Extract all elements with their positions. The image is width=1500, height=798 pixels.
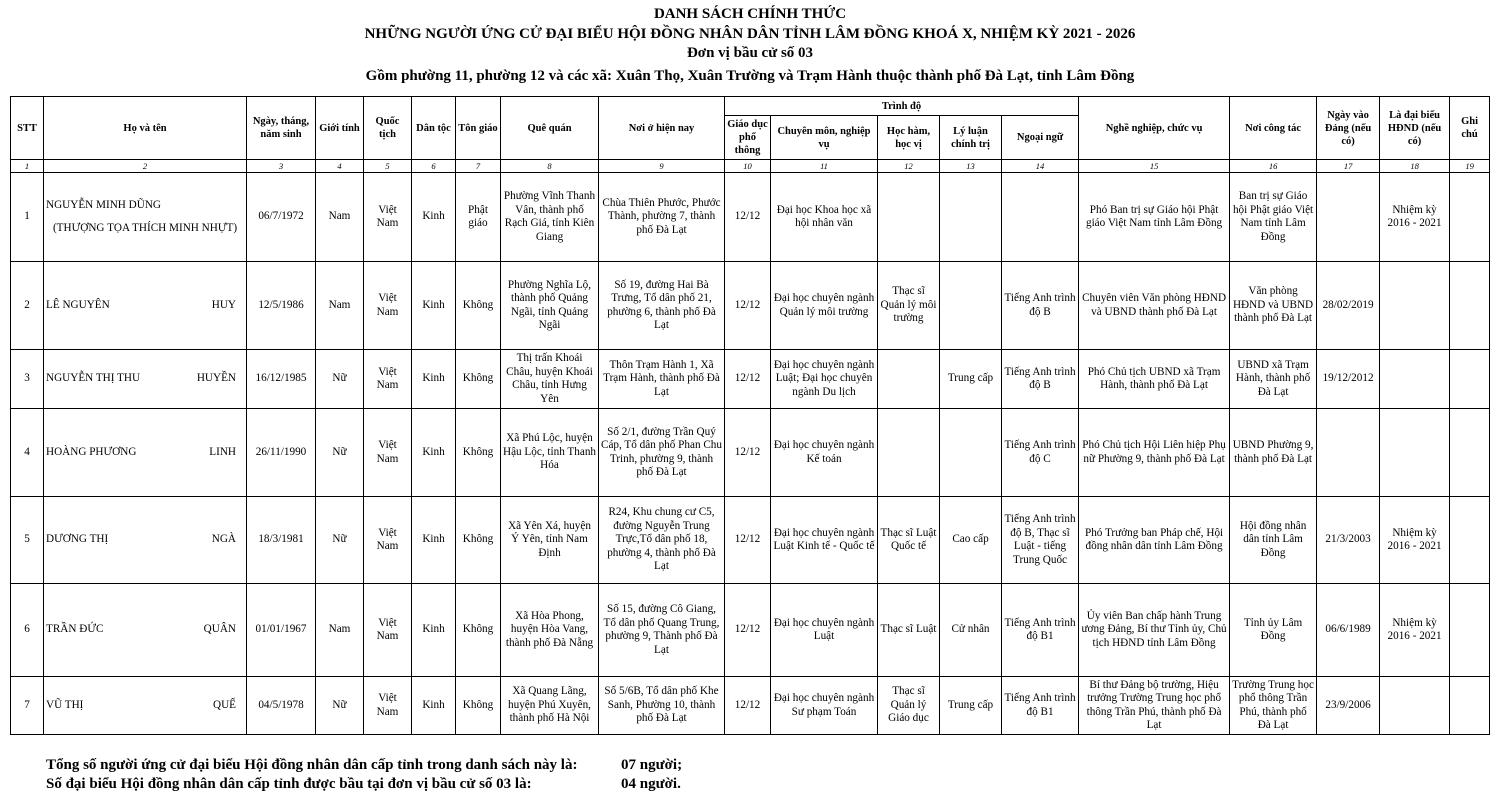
- cell-dob: 16/12/1985: [247, 350, 316, 409]
- cell-politics: Cao cấp: [940, 497, 1002, 584]
- cell-party-date: 28/02/2019: [1317, 262, 1380, 350]
- column-number: 19: [1450, 160, 1490, 173]
- cell-dob: 18/3/1981: [247, 497, 316, 584]
- cell-residence: Số 19, đường Hai Bà Trưng, Tổ dân phố 21, phường 6, thành phố Đà Lạt: [599, 262, 725, 350]
- header-party-date: Ngày vào Đảng (nếu có): [1317, 97, 1380, 160]
- cell-general-ed: 12/12: [725, 262, 771, 350]
- name-surname: NGUYỄN MINH DŨNG: [46, 198, 161, 211]
- name-given: HUY: [211, 298, 236, 311]
- cell-gender: Nữ: [316, 677, 364, 735]
- cell-note: [1450, 584, 1490, 677]
- cell-party-date: 23/9/2006: [1317, 677, 1380, 735]
- cell-hdnd: [1380, 350, 1450, 409]
- cell-note: [1450, 173, 1490, 262]
- cell-occupation: Phó Chủ tịch UBND xã Trạm Hành, thành phố Đà Lạt: [1079, 350, 1230, 409]
- cell-name: [44, 677, 247, 735]
- cell-religion: Không: [456, 409, 501, 497]
- cell-language: Tiếng Anh trình độ C: [1002, 409, 1079, 497]
- cell-hometown: Xã Hòa Phong, huyện Hòa Vang, thành phố Đà Nẵng: [501, 584, 599, 677]
- cell-gender: Nữ: [316, 350, 364, 409]
- cell-occupation: Ủy viên Ban chấp hành Trung ương Đảng, Bí thư Tỉnh ủy, Chủ tịch HĐND tỉnh Lâm Đồng: [1079, 584, 1230, 677]
- cell-hometown: Xã Phú Lộc, huyện Hậu Lộc, tỉnh Thanh Hóa: [501, 409, 599, 497]
- header-general-ed: Giáo dục phổ thông: [725, 116, 771, 160]
- cell-hdnd: [1380, 262, 1450, 350]
- cell-workplace: Trường Trung học phổ thông Trần Phú, thành phố Đà Lạt: [1230, 677, 1317, 735]
- cell-specialty: Đại học chuyên ngành Kế toán: [771, 409, 878, 497]
- table-row: [11, 262, 1490, 350]
- cell-workplace: UBND xã Trạm Hành, thành phố Đà Lạt: [1230, 350, 1317, 409]
- name-surname: VŨ THỊ: [46, 698, 84, 711]
- cell-specialty: Đại học chuyên ngành Luật Kinh tế - Quốc tế: [771, 497, 878, 584]
- cell-stt: 3: [11, 350, 44, 409]
- cell-language: Tiếng Anh trình độ B, Thạc sĩ Luật - tiếng Trung Quốc: [1002, 497, 1079, 584]
- cell-nationality: Việt Nam: [364, 584, 412, 677]
- header-gender: Giới tính: [316, 97, 364, 160]
- summary-footer: [46, 756, 682, 794]
- cell-specialty: Đại học Khoa học xã hội nhân văn: [771, 173, 878, 262]
- cell-gender: Nam: [316, 584, 364, 677]
- elected-value: 04 người.: [621, 776, 681, 792]
- name-surname: HOÀNG PHƯƠNG: [46, 445, 137, 458]
- cell-dob: 12/5/1986: [247, 262, 316, 350]
- cell-language: Tiếng Anh trình độ B1: [1002, 584, 1079, 677]
- cell-degree: [878, 173, 940, 262]
- cell-note: [1450, 497, 1490, 584]
- cell-gender: Nam: [316, 173, 364, 262]
- header-note: Ghi chú: [1450, 97, 1490, 160]
- cell-workplace: Văn phòng HĐND và UBND thành phố Đà Lạt: [1230, 262, 1317, 350]
- cell-dob: 26/11/1990: [247, 409, 316, 497]
- cell-dob: 01/01/1967: [247, 584, 316, 677]
- cell-religion: Phật giáo: [456, 173, 501, 262]
- column-number: 1: [11, 160, 44, 173]
- cell-ethnic: Kinh: [412, 350, 456, 409]
- table-row: [11, 677, 1490, 735]
- table-row: [11, 584, 1490, 677]
- header-education-group: Trình độ: [725, 97, 1079, 116]
- cell-nationality: Việt Nam: [364, 262, 412, 350]
- total-label: Tổng số người ứng cử đại biểu Hội đồng nhân dân cấp tỉnh trong danh sách này là:: [46, 757, 578, 773]
- cell-residence: Số 2/1, đường Trần Quý Cáp, Tổ dân phố Phan Chu Trinh, phường 9, thành phố Đà Lạt: [599, 409, 725, 497]
- cell-degree: [878, 409, 940, 497]
- cell-workplace: Hội đồng nhân dân tỉnh Lâm Đồng: [1230, 497, 1317, 584]
- cell-politics: Cử nhân: [940, 584, 1002, 677]
- cell-language: Tiếng Anh trình độ B1: [1002, 677, 1079, 735]
- name-surname: TRẦN ĐỨC: [46, 623, 104, 636]
- name-given: QUÂN: [203, 623, 236, 636]
- cell-general-ed: 12/12: [725, 584, 771, 677]
- cell-politics: [940, 262, 1002, 350]
- cell-occupation: Chuyên viên Văn phòng HĐND và UBND thành phố Đà Lạt: [1079, 262, 1230, 350]
- header-nationality: Quốc tịch: [364, 97, 412, 160]
- cell-workplace: Ban trị sự Giáo hội Phật giáo Việt Nam tỉnh Lâm Đồng: [1230, 173, 1317, 262]
- cell-hometown: Xã Quang Lãng, huyện Phú Xuyên, thành phố Hà Nội: [501, 677, 599, 735]
- column-number: 5: [364, 160, 412, 173]
- cell-language: Tiếng Anh trình độ B: [1002, 262, 1079, 350]
- table-row: [11, 409, 1490, 497]
- cell-degree: Thạc sĩ Quản lý môi trường: [878, 262, 940, 350]
- cell-dob: 06/7/1972: [247, 173, 316, 262]
- cell-stt: 6: [11, 584, 44, 677]
- header-stt: STT: [11, 97, 44, 160]
- cell-specialty: Đại học chuyên ngành Quản lý môi trường: [771, 262, 878, 350]
- cell-residence: Thôn Trạm Hành 1, Xã Trạm Hành, thành phố Đà Lạt: [599, 350, 725, 409]
- cell-party-date: [1317, 409, 1380, 497]
- header-residence: Nơi ở hiện nay: [599, 97, 725, 160]
- cell-occupation: Phó Ban trị sự Giáo hội Phật giáo Việt Nam tỉnh Lâm Đồng: [1079, 173, 1230, 262]
- cell-name: [44, 350, 247, 409]
- cell-hdnd: Nhiệm kỳ 2016 - 2021: [1380, 497, 1450, 584]
- cell-language: Tiếng Anh trình độ B: [1002, 350, 1079, 409]
- candidate-table: [10, 96, 1490, 735]
- candidate-rows: [11, 173, 1490, 735]
- column-number: 13: [940, 160, 1002, 173]
- name-surname: NGUYỄN THỊ THU: [46, 372, 141, 385]
- cell-general-ed: 12/12: [725, 350, 771, 409]
- cell-politics: [940, 409, 1002, 497]
- cell-stt: 4: [11, 409, 44, 497]
- cell-religion: Không: [456, 584, 501, 677]
- cell-degree: Thạc sĩ Luật: [878, 584, 940, 677]
- cell-ethnic: Kinh: [412, 497, 456, 584]
- cell-name: [44, 409, 247, 497]
- cell-religion: Không: [456, 262, 501, 350]
- column-number: 3: [247, 160, 316, 173]
- cell-general-ed: 12/12: [725, 173, 771, 262]
- cell-nationality: Việt Nam: [364, 173, 412, 262]
- cell-dob: 04/5/1978: [247, 677, 316, 735]
- cell-ethnic: Kinh: [412, 584, 456, 677]
- column-number-row: [11, 160, 1490, 173]
- column-number: 8: [501, 160, 599, 173]
- column-number: 2: [44, 160, 247, 173]
- cell-specialty: Đại học chuyên ngành Sư phạm Toán: [771, 677, 878, 735]
- cell-note: [1450, 677, 1490, 735]
- cell-hdnd: [1380, 677, 1450, 735]
- cell-general-ed: 12/12: [725, 677, 771, 735]
- cell-stt: 5: [11, 497, 44, 584]
- column-number: 9: [599, 160, 725, 173]
- column-number: 11: [771, 160, 878, 173]
- cell-party-date: 21/3/2003: [1317, 497, 1380, 584]
- cell-politics: Trung cấp: [940, 677, 1002, 735]
- column-number: 7: [456, 160, 501, 173]
- table-row: [11, 350, 1490, 409]
- cell-workplace: Tỉnh ủy Lâm Đồng: [1230, 584, 1317, 677]
- cell-residence: Chùa Thiên Phước, Phước Thành, phường 7, thành phố Đà Lạt: [599, 173, 725, 262]
- cell-note: [1450, 262, 1490, 350]
- cell-hometown: Phường Nghĩa Lộ, thành phố Quảng Ngãi, tỉnh Quảng Ngãi: [501, 262, 599, 350]
- cell-religion: Không: [456, 350, 501, 409]
- elected-label: Số đại biểu Hội đồng nhân dân cấp tỉnh được bầu tại đơn vị bầu cử số 03 là:: [46, 776, 532, 792]
- cell-hometown: Xã Yên Xá, huyện Ý Yên, tỉnh Nam Định: [501, 497, 599, 584]
- cell-residence: Số 5/6B, Tổ dân phố Khe Sanh, Phường 10, thành phố Đà Lạt: [599, 677, 725, 735]
- header-hdnd: Là đại biểu HĐND (nếu có): [1380, 97, 1450, 160]
- header-workplace: Nơi công tác: [1230, 97, 1317, 160]
- cell-ethnic: Kinh: [412, 677, 456, 735]
- column-number: 4: [316, 160, 364, 173]
- cell-degree: Thạc sĩ Quản lý Giáo dục: [878, 677, 940, 735]
- name-surname: LÊ NGUYÊN: [46, 298, 110, 311]
- name-given: HUYỀN: [196, 372, 236, 385]
- cell-name: [44, 262, 247, 350]
- cell-religion: Không: [456, 497, 501, 584]
- cell-occupation: Phó Trưởng ban Pháp chế, Hội đồng nhân dân tỉnh Lâm Đồng: [1079, 497, 1230, 584]
- name-surname: DƯƠNG THỊ: [46, 533, 109, 546]
- header-degree: Học hàm, học vị: [878, 116, 940, 160]
- cell-gender: Nữ: [316, 497, 364, 584]
- name-religious: (THƯỢNG TỌA THÍCH MINH NHỰT): [52, 222, 238, 234]
- cell-name: [44, 173, 247, 262]
- name-given: LINH: [209, 445, 236, 458]
- cell-nationality: Việt Nam: [364, 350, 412, 409]
- column-number: 16: [1230, 160, 1317, 173]
- cell-residence: R24, Khu chung cư C5, đường Nguyễn Trung Trực,Tổ dân phố 18, phường 4, thành phố Đà Lạt: [599, 497, 725, 584]
- header-religion: Tôn giáo: [456, 97, 501, 160]
- cell-party-date: 19/12/2012: [1317, 350, 1380, 409]
- cell-hdnd: [1380, 409, 1450, 497]
- header-ethnic: Dân tộc: [412, 97, 456, 160]
- cell-hdnd: Nhiệm kỳ 2016 - 2021: [1380, 173, 1450, 262]
- cell-workplace: UBND Phường 9, thành phố Đà Lạt: [1230, 409, 1317, 497]
- cell-hometown: Thị trấn Khoái Châu, huyện Khoái Châu, tỉnh Hưng Yên: [501, 350, 599, 409]
- column-number: 10: [725, 160, 771, 173]
- cell-nationality: Việt Nam: [364, 677, 412, 735]
- cell-politics: [940, 173, 1002, 262]
- name-given: NGÀ: [211, 533, 236, 546]
- header-specialty: Chuyên môn, nghiệp vụ: [771, 116, 878, 160]
- cell-stt: 7: [11, 677, 44, 735]
- table-row: [11, 497, 1490, 584]
- cell-hometown: Phường Vĩnh Thanh Vân, thành phố Rạch Giá, tỉnh Kiên Giang: [501, 173, 599, 262]
- cell-ethnic: Kinh: [412, 173, 456, 262]
- cell-degree: [878, 350, 940, 409]
- column-number: 6: [412, 160, 456, 173]
- total-value: 07 người;: [621, 757, 683, 773]
- cell-hdnd: Nhiệm kỳ 2016 - 2021: [1380, 584, 1450, 677]
- cell-party-date: 06/6/1989: [1317, 584, 1380, 677]
- cell-specialty: Đại học chuyên ngành Luật; Đại học chuyên ngành Du lịch: [771, 350, 878, 409]
- title-line-1: DANH SÁCH CHÍNH THỨC: [653, 6, 847, 22]
- document-title-block: [0, 5, 1500, 86]
- cell-name: [44, 584, 247, 677]
- header-language: Ngoại ngữ: [1002, 116, 1079, 160]
- column-number: 17: [1317, 160, 1380, 173]
- cell-name: [44, 497, 247, 584]
- cell-politics: Trung cấp: [940, 350, 1002, 409]
- header-occupation: Nghề nghiệp, chức vụ: [1079, 97, 1230, 160]
- cell-general-ed: 12/12: [725, 497, 771, 584]
- cell-occupation: Phó Chủ tịch Hội Liên hiệp Phụ nữ Phường 9, thành phố Đà Lạt: [1079, 409, 1230, 497]
- name-given: QUẾ: [213, 698, 236, 711]
- cell-nationality: Việt Nam: [364, 409, 412, 497]
- column-number: 15: [1079, 160, 1230, 173]
- cell-stt: 2: [11, 262, 44, 350]
- header-hometown: Quê quán: [501, 97, 599, 160]
- cell-ethnic: Kinh: [412, 262, 456, 350]
- title-line-4: Gồm phường 11, phường 12 và các xã: Xuân Thọ, Xuân Trường và Trạm Hành thuộc thành phố Đà Lạt, tỉnh Lâm Đồng: [365, 68, 1135, 84]
- header-name: Họ và tên: [44, 97, 247, 160]
- title-line-3: Đơn vị bầu cử số 03: [686, 45, 814, 61]
- cell-stt: 1: [11, 173, 44, 262]
- cell-occupation: Bí thư Đảng bộ trường, Hiệu trưởng Trường Trung học phổ thông Trần Phú, thành phố Đà Lạt: [1079, 677, 1230, 735]
- cell-residence: Số 15, đường Cô Giang, Tổ dân phố Quang Trung, phường 9, Thành phố Đà Lạt: [599, 584, 725, 677]
- cell-degree: Thạc sĩ Luật Quốc tế: [878, 497, 940, 584]
- cell-language: [1002, 173, 1079, 262]
- column-number: 14: [1002, 160, 1079, 173]
- cell-note: [1450, 350, 1490, 409]
- cell-specialty: Đại học chuyên ngành Luật: [771, 584, 878, 677]
- cell-general-ed: 12/12: [725, 409, 771, 497]
- header-politics: Lý luận chính trị: [940, 116, 1002, 160]
- cell-ethnic: Kinh: [412, 409, 456, 497]
- cell-party-date: [1317, 173, 1380, 262]
- cell-nationality: Việt Nam: [364, 497, 412, 584]
- column-number: 12: [878, 160, 940, 173]
- title-line-2: NHỮNG NGƯỜI ỨNG CỬ ĐẠI BIỂU HỘI ĐỒNG NHÂN DÂN TỈNH LÂM ĐỒNG KHOÁ X, NHIỆM KỲ 2021 - 2026: [364, 26, 1136, 42]
- table-row: [11, 173, 1490, 262]
- cell-religion: Không: [456, 677, 501, 735]
- header-dob: Ngày, tháng, năm sinh: [247, 97, 316, 160]
- cell-gender: Nữ: [316, 409, 364, 497]
- column-number: 18: [1380, 160, 1450, 173]
- cell-gender: Nam: [316, 262, 364, 350]
- cell-note: [1450, 409, 1490, 497]
